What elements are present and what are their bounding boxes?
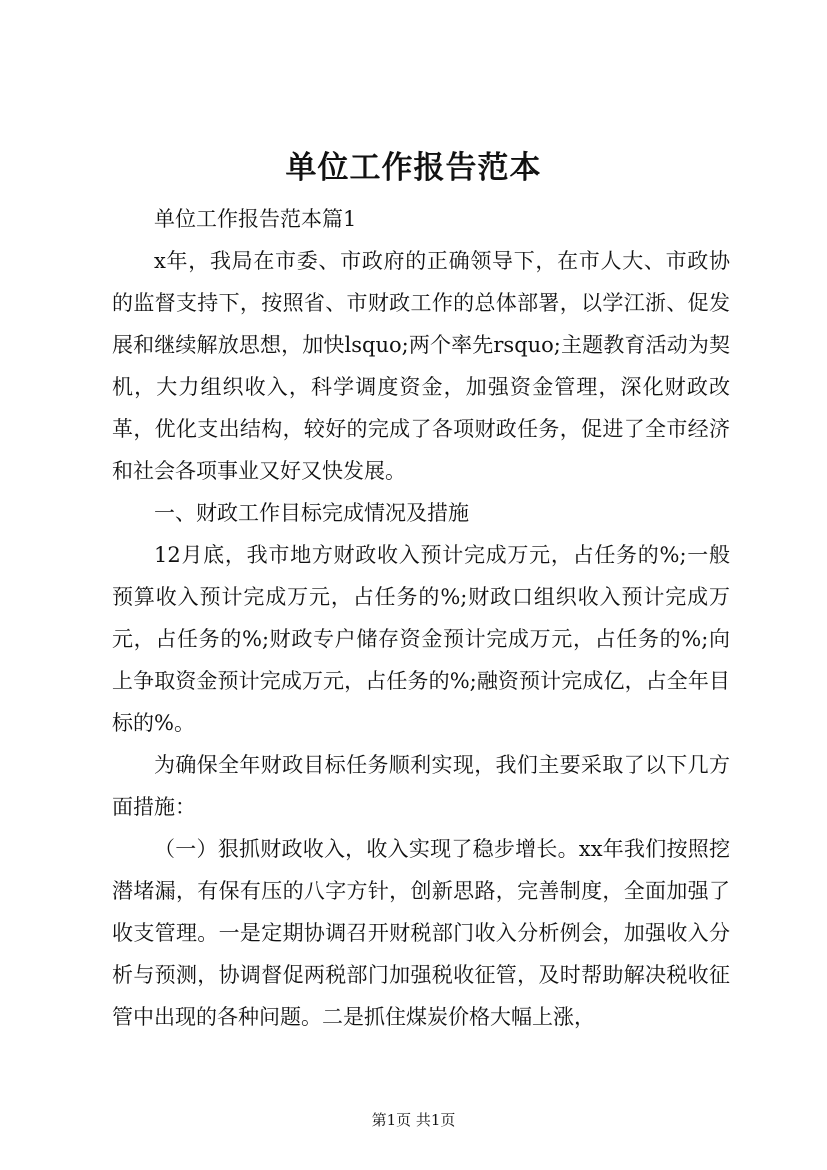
page-number: 第1页 共1页 — [371, 1111, 456, 1129]
body-paragraph: x年，我局在市委、市政府的正确领导下，在市人大、市政协的监督支持下，按照省、市财政工作的总体部署，以学江浙、促发展和继续解放思想，加快lsquo;两个率先rsquo;主题教育活动为契机，大力组织收入，科学调度资金，加强资金管理，深化财政改革，优化支出结构，较好的完成了各项财政任务，促进了全市经济和社会各项事业又好又快发展。 — [112, 249, 730, 483]
page-footer — [0, 1110, 827, 1130]
document-body — [112, 198, 730, 1038]
document-title: 单位工作报告范本 — [285, 150, 542, 186]
body-paragraph: 12月底，我市地方财政收入预计完成万元，占任务的%;一般预算收入预计完成万元，占任务的%;财政口组织收入预计完成万元，占任务的%;财政专户储存资金预计完成万元，占任务的%;向上争取资金预计完成万元，占任务的%;融资预计完成亿，占全年目标的%。 — [112, 543, 730, 735]
section-heading: 单位工作报告范本篇1 — [154, 207, 357, 231]
section-heading: 一、财政工作目标完成情况及措施 — [154, 501, 469, 525]
body-paragraph: 为确保全年财政目标任务顺利实现，我们主要采取了以下几方面措施： — [112, 753, 730, 819]
body-paragraph: （一）狠抓财政收入，收入实现了稳步增长。xx年我们按照挖潜堵漏，有保有压的八字方针，创新思路，完善制度，全面加强了收支管理。一是定期协调召开财税部门收入分析例会，加强收入分析与预测，协调督促两税部门加强税收征管，及时帮助解决税收征管中出现的各种问题。二是抓住煤炭价格大幅上涨， — [112, 837, 730, 1029]
